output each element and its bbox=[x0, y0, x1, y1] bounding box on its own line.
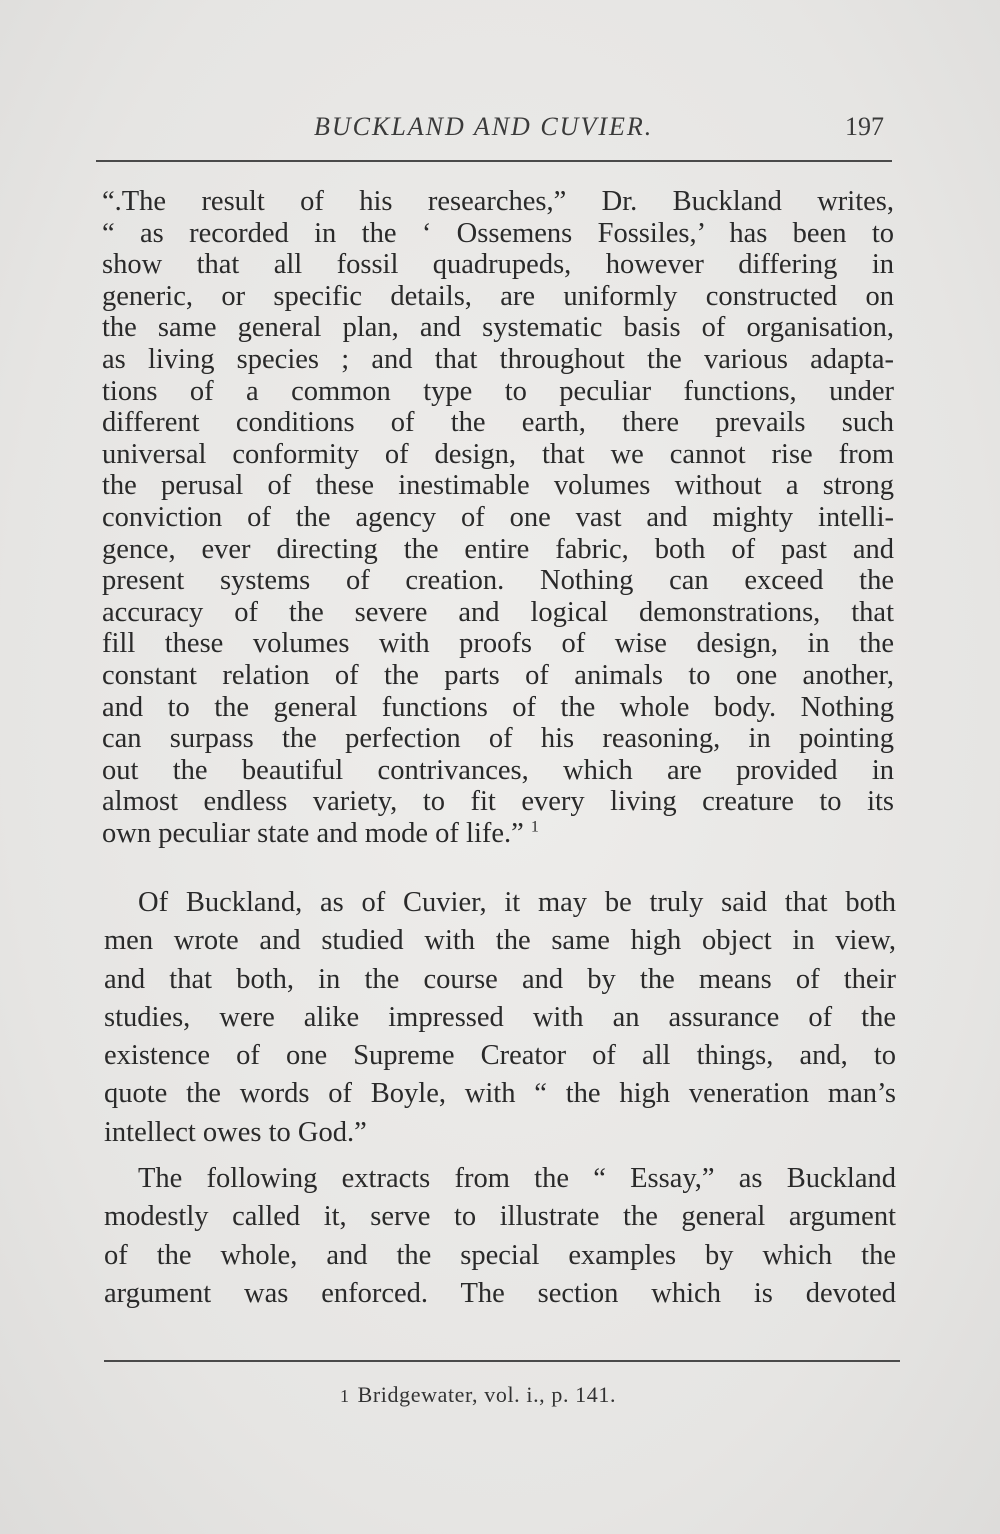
footnote-number: 1 bbox=[340, 1386, 350, 1406]
footnote bbox=[340, 1382, 616, 1408]
quote-line: show that all fossil quadrupeds, however differing in bbox=[102, 249, 894, 281]
paragraph bbox=[104, 884, 896, 1152]
quote-line: “.The result of his researches,” Dr. Buckland writes, bbox=[102, 186, 894, 217]
body-line: Of Buckland, as of Cuvier, it may be truly said that both bbox=[138, 887, 896, 918]
body-line: existence of one Supreme Creator of all things, and, to bbox=[104, 1040, 896, 1072]
quote-line: the perusal of these inestimable volumes without a strong bbox=[102, 470, 894, 502]
body-line: men wrote and studied with the same high object in view, bbox=[104, 925, 896, 957]
body-line: The following extracts from the “ Essay,” as Buckland bbox=[138, 1163, 896, 1195]
body-line: argument was enforced. The section which is devoted bbox=[104, 1277, 896, 1309]
quote-line: fill these volumes with proofs of wise design, in the bbox=[102, 628, 894, 660]
footnote-rule bbox=[104, 1360, 900, 1362]
page-header bbox=[104, 112, 884, 152]
quote-last-line bbox=[102, 818, 894, 850]
body-text bbox=[104, 884, 896, 1313]
page-number: 197 bbox=[845, 112, 884, 141]
quote-line: tions of a common type to peculiar functions, under bbox=[102, 375, 894, 407]
body-line: of the whole, and the special examples by which the bbox=[104, 1239, 896, 1271]
quotation-block bbox=[102, 186, 894, 849]
quote-line: different conditions of the earth, there prevails such bbox=[102, 407, 894, 439]
quote-line: can surpass the perfection of his reasoning, in pointing bbox=[102, 723, 894, 755]
quote-line: constant relation of the parts of animals to one another, bbox=[102, 659, 894, 691]
running-title: BUCKLAND AND CUVIER. bbox=[314, 112, 654, 141]
quote-line: accuracy of the severe and logical demonstrations, that bbox=[102, 596, 894, 628]
quote-line: gence, ever directing the entire fabric, both of past and bbox=[102, 533, 894, 565]
quote-line: generic, or specific details, are uniformly constructed on bbox=[102, 280, 894, 312]
quote-line: the same general plan, and systematic basis of organisation, bbox=[102, 312, 894, 344]
body-line: quote the words of Boyle, with “ the high veneration man’s bbox=[104, 1078, 896, 1110]
header-rule bbox=[96, 160, 892, 162]
quote-line: and to the general functions of the whole body. Nothing bbox=[102, 691, 894, 723]
footnote-text: Bridgewater, vol. i., p. 141. bbox=[357, 1382, 617, 1407]
quote-line: almost endless variety, to fit every living creature to its bbox=[102, 786, 894, 818]
quote-line: “ as recorded in the ‘ Ossemens Fossiles,’ has been to bbox=[102, 217, 894, 249]
quote-line: universal conformity of design, that we cannot rise from bbox=[102, 438, 894, 470]
quote-line: out the beautiful contrivances, which are provided in bbox=[102, 754, 894, 786]
paragraph-gap bbox=[104, 1152, 896, 1160]
footnote-reference[interactable]: 1 bbox=[530, 818, 539, 836]
quote-line-text: own peculiar state and mode of life.” bbox=[102, 817, 524, 849]
paragraph bbox=[104, 1160, 896, 1313]
body-line: and that both, in the course and by the means of their bbox=[104, 963, 896, 995]
body-line: modestly called it, serve to illustrate the general argument bbox=[104, 1201, 896, 1233]
body-line: studies, were alike impressed with an assurance of the bbox=[104, 1001, 896, 1033]
quote-line: conviction of the agency of one vast and mighty intelli- bbox=[102, 501, 894, 533]
quote-line: present systems of creation. Nothing can exceed the bbox=[102, 565, 894, 597]
body-line: intellect owes to God.” bbox=[104, 1116, 367, 1148]
quote-line: as living species ; and that throughout the various adapta- bbox=[102, 343, 894, 375]
